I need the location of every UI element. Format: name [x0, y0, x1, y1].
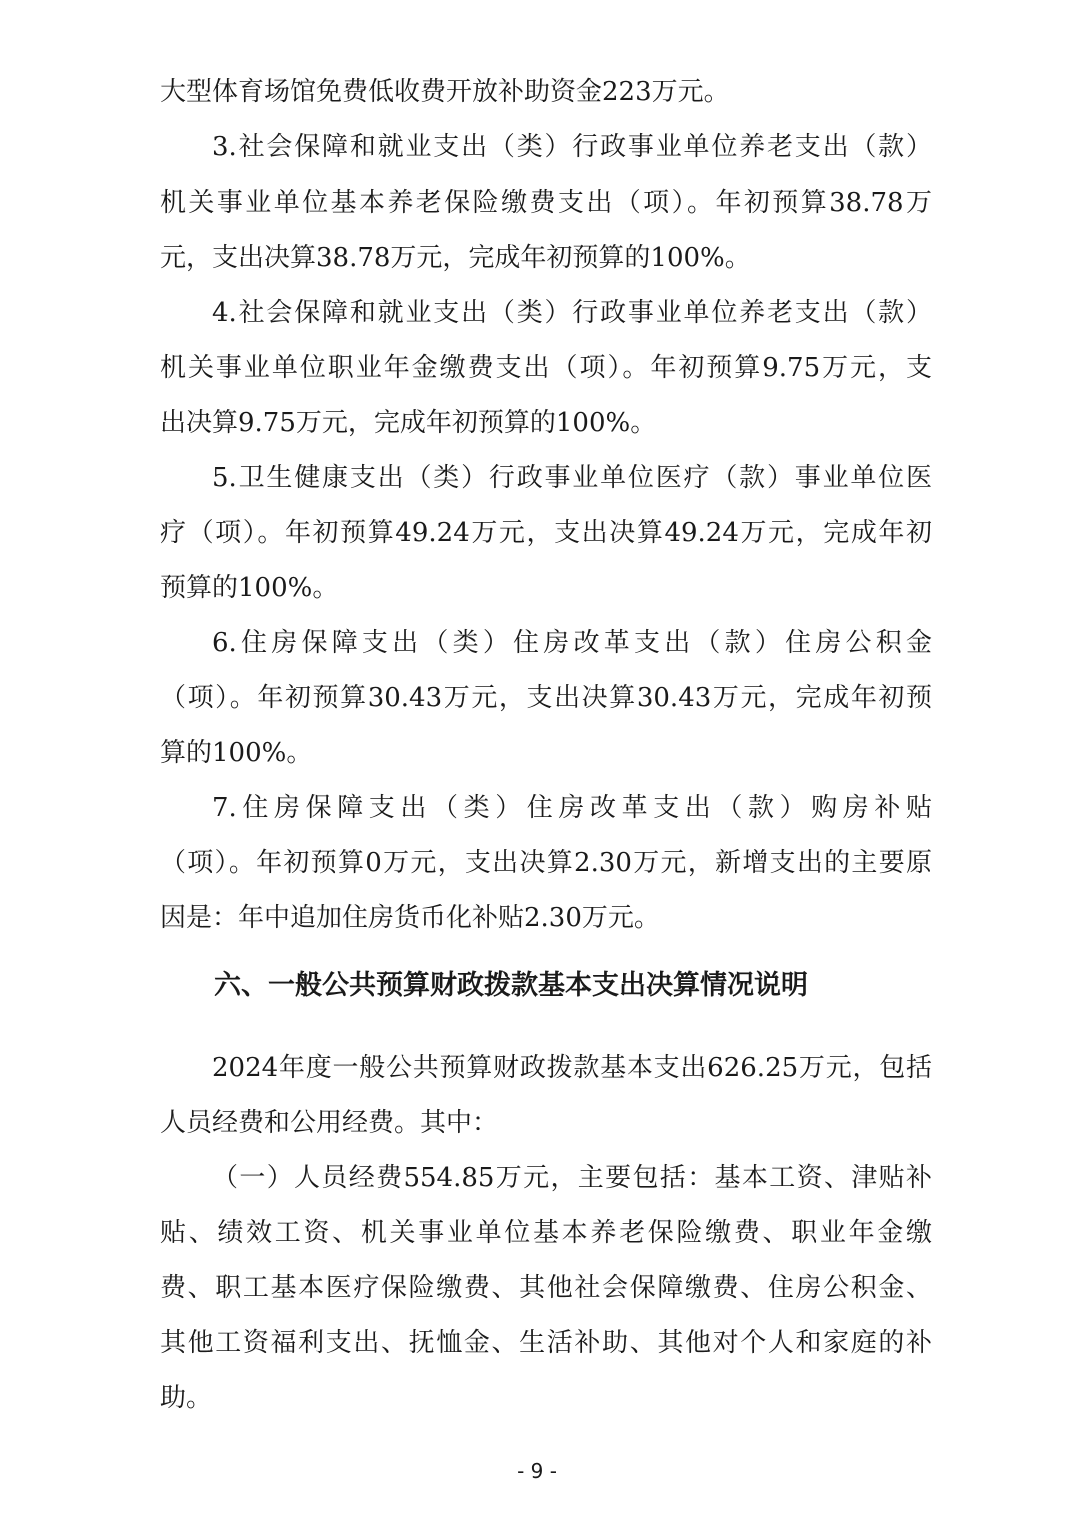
text-line: 机关事业单位基本养老保险缴费支出（项）。年初预算38.78万: [160, 188, 932, 218]
text-line: 费、职工基本医疗保险缴费、其他社会保障缴费、住房公积金、: [160, 1273, 932, 1303]
text-line: 预算的100%。: [160, 573, 339, 603]
text-line: 人员经费和公用经费。其中：: [160, 1108, 499, 1138]
text-line: 5.卫生健康支出（类）行政事业单位医疗（款）事业单位医: [212, 463, 932, 493]
text-line: 元，支出决算38.78万元，完成年初预算的100%。: [160, 243, 751, 273]
text-line: 出决算9.75万元，完成年初预算的100%。: [160, 408, 657, 438]
text-line: 4.社会保障和就业支出（类）行政事业单位养老支出（款）: [212, 298, 932, 328]
text-line: （项）。年初预算30.43万元，支出决算30.43万元，完成年初预: [160, 683, 932, 713]
text-line: 7.住房保障支出（类）住房改革支出（款）购房补贴: [212, 793, 932, 823]
section-heading: 六、一般公共预算财政拨款基本支出决算情况说明: [214, 970, 808, 1001]
text-line: 助。: [160, 1383, 213, 1413]
text-line: （一）人员经费554.85万元，主要包括：基本工资、津贴补: [212, 1163, 932, 1193]
text-line: 6.住房保障支出（类）住房改革支出（款）住房公积金: [212, 628, 932, 658]
page-number: - 9 -: [517, 1459, 557, 1483]
text-line: 疗（项）。年初预算49.24万元，支出决算49.24万元，完成年初: [160, 518, 932, 548]
text-line: 2024年度一般公共预算财政拨款基本支出626.25万元，包括: [212, 1053, 932, 1083]
text-line: 因是：年中追加住房货币化补贴2.30万元。: [160, 903, 660, 933]
text-line: 机关事业单位职业年金缴费支出（项）。年初预算9.75万元，支: [160, 353, 932, 383]
text-line: 3.社会保障和就业支出（类）行政事业单位养老支出（款）: [212, 132, 932, 162]
text-line: 大型体育场馆免费低收费开放补助资金223万元。: [160, 77, 730, 107]
text-line: 其他工资福利支出、抚恤金、生活补助、其他对个人和家庭的补: [160, 1328, 932, 1358]
text-line: 算的100%。: [160, 738, 313, 768]
text-line: 贴、绩效工资、机关事业单位基本养老保险缴费、职业年金缴: [160, 1218, 932, 1248]
text-line: （项）。年初预算0万元，支出决算2.30万元，新增支出的主要原: [160, 848, 932, 878]
